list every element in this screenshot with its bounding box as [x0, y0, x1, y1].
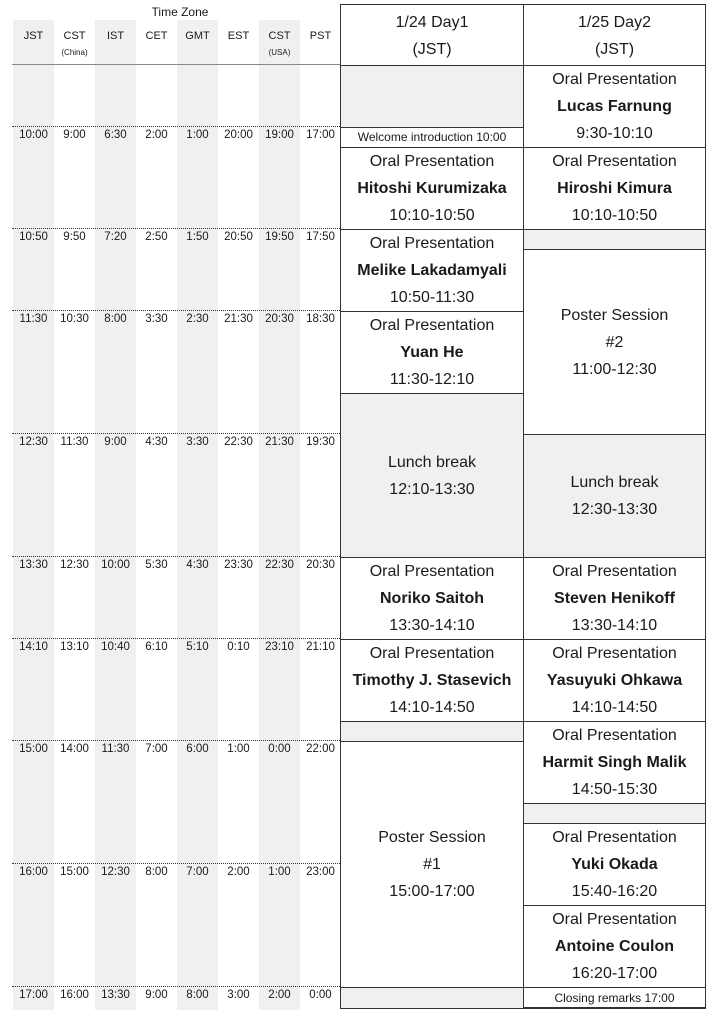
slot-divider: [12, 433, 340, 434]
session-time: 12:10-13:30: [389, 480, 475, 498]
speaker-name: Noriko Saitoh: [379, 590, 484, 607]
speaker-name: Antoine Coulon: [554, 938, 675, 955]
session-type: Oral Presentation: [369, 563, 495, 580]
session-type: Oral Presentation: [552, 153, 677, 170]
time-cell: 6:30: [104, 129, 127, 141]
zone-label: EST: [227, 30, 250, 42]
zone-column: [300, 20, 341, 1010]
time-cell: 19:00: [265, 129, 294, 141]
session-time: 11:00-12:30: [572, 360, 657, 378]
zone-label: JST: [23, 30, 44, 42]
time-cell: 2:50: [145, 231, 168, 243]
session-time: 15:00-17:00: [389, 883, 475, 900]
session-time: 15:40-16:20: [571, 883, 658, 900]
oral-presentation-block: [523, 823, 706, 906]
oral-presentation-block: [523, 65, 706, 148]
slot-divider: [12, 740, 340, 741]
time-cell: 7:00: [186, 866, 209, 878]
time-cell: 11:30: [60, 436, 89, 448]
slot-divider: [12, 986, 340, 987]
block-line: Closing remarks 17:00: [554, 990, 675, 1005]
empty-block: [523, 229, 706, 250]
empty-block: [340, 721, 524, 742]
zone-label: CST: [268, 30, 291, 42]
time-cell: 9:00: [104, 436, 127, 448]
time-cell: 21:30: [265, 436, 294, 448]
day-date: 1/25 Day2: [578, 14, 651, 31]
time-cell: 12:30: [101, 866, 130, 878]
time-cell: 8:00: [145, 866, 168, 878]
speaker-name: Harmit Singh Malik: [542, 754, 687, 771]
oral-presentation-block: [523, 147, 706, 230]
session-type: Oral Presentation: [552, 727, 677, 744]
time-cell: 23:00: [306, 866, 335, 878]
session-title: Lunch break: [570, 474, 659, 491]
time-cell: 6:10: [145, 641, 168, 653]
poster-session-block: [523, 249, 706, 435]
speaker-name: Timothy J. Stasevich: [352, 672, 512, 689]
empty-block: [340, 987, 524, 1009]
time-cell: 12:30: [19, 436, 48, 448]
slot-divider: [12, 863, 340, 864]
speaker-name: Steven Henikoff: [554, 590, 675, 607]
oral-presentation-block: [340, 639, 524, 722]
time-cell: 20:00: [224, 129, 253, 141]
zone-column: [54, 20, 95, 1010]
session-time: 14:10-14:50: [571, 699, 658, 716]
session-title: #2: [605, 333, 624, 351]
speaker-name: Melike Lakadamyali: [357, 262, 507, 279]
time-cell: 12:30: [60, 559, 89, 571]
announcement-block: [523, 987, 706, 1009]
time-cell: 3:30: [186, 436, 209, 448]
poster-session-block: [340, 741, 524, 988]
time-cell: 15:00: [19, 743, 48, 755]
slot-divider: [12, 638, 340, 639]
time-cell: 17:00: [19, 989, 48, 1001]
session-type: Oral Presentation: [552, 645, 677, 662]
time-cell: 11:30: [101, 743, 130, 755]
day-timezone: (JST): [594, 41, 635, 58]
day-timezone: (JST): [412, 41, 452, 58]
session-time: 14:10-14:50: [389, 699, 475, 716]
time-cell: 1:00: [227, 743, 250, 755]
session-time: 14:50-15:30: [571, 781, 658, 798]
time-cell: 10:50: [19, 231, 48, 243]
session-title: Poster Session: [378, 829, 486, 846]
slot-divider: [12, 310, 340, 311]
time-cell: 9:00: [63, 129, 86, 141]
oral-presentation-block: [340, 557, 524, 640]
time-cell: 23:10: [265, 641, 294, 653]
session-title: Poster Session: [560, 306, 669, 324]
time-cell: 9:00: [145, 989, 168, 1001]
session-time: 11:30-12:10: [389, 371, 475, 388]
header-divider: [12, 64, 340, 65]
session-time: 16:20-17:00: [571, 965, 658, 982]
time-cell: 4:30: [145, 436, 168, 448]
oral-presentation-block: [523, 905, 706, 988]
oral-presentation-block: [523, 639, 706, 722]
oral-presentation-block: [340, 229, 524, 312]
time-cell: 17:00: [306, 129, 335, 141]
oral-presentation-block: [523, 557, 706, 640]
lunch-break-block: [340, 393, 524, 558]
time-cell: 15:00: [60, 866, 89, 878]
time-cell: 7:00: [145, 743, 168, 755]
time-cell: 20:30: [265, 313, 294, 325]
time-cell: 10:00: [19, 129, 48, 141]
time-cell: 2:30: [186, 313, 209, 325]
speaker-name: Hitoshi Kurumizaka: [357, 180, 507, 197]
empty-block: [340, 65, 524, 128]
oral-presentation-block: [523, 721, 706, 804]
time-cell: 2:00: [227, 866, 250, 878]
time-cell: 8:00: [186, 989, 209, 1001]
time-cell: 3:00: [227, 989, 250, 1001]
time-cell: 22:30: [265, 559, 294, 571]
session-type: Oral Presentation: [552, 911, 677, 928]
time-cell: 21:10: [306, 641, 335, 653]
session-title: #1: [423, 856, 441, 873]
time-cell: 13:30: [101, 989, 130, 1001]
time-cell: 13:30: [19, 559, 48, 571]
time-cell: 4:30: [186, 559, 209, 571]
session-time: 10:10-10:50: [389, 207, 475, 224]
slot-divider: [12, 556, 340, 557]
time-cell: 16:00: [60, 989, 89, 1001]
time-cell: 13:10: [60, 641, 89, 653]
time-cell: 19:50: [265, 231, 294, 243]
slot-divider: [12, 228, 340, 229]
time-cell: 5:10: [186, 641, 209, 653]
time-cell: 11:30: [19, 313, 48, 325]
session-time: 9:30-10:10: [576, 125, 653, 142]
speaker-name: Yuan He: [400, 344, 464, 361]
zone-label: CST: [63, 30, 86, 42]
day-date: 1/24 Day1: [395, 14, 469, 31]
zone-sublabel: (China): [61, 48, 88, 57]
session-type: Oral Presentation: [552, 829, 677, 846]
oral-presentation-block: [340, 147, 524, 230]
time-cell: 2:00: [145, 129, 168, 141]
speaker-name: Lucas Farnung: [557, 98, 672, 115]
time-cell: 0:10: [227, 641, 250, 653]
timezone-title: Time Zone: [151, 5, 209, 19]
zone-column: [259, 20, 300, 1010]
time-cell: 0:00: [309, 989, 332, 1001]
time-cell: 17:50: [306, 231, 335, 243]
session-type: Oral Presentation: [369, 645, 495, 662]
time-cell: 10:40: [101, 641, 130, 653]
time-cell: 1:00: [186, 129, 209, 141]
time-cell: 19:30: [306, 436, 335, 448]
lunch-break-block: [523, 434, 706, 558]
time-cell: 1:00: [268, 866, 291, 878]
time-cell: 3:30: [145, 313, 168, 325]
block-line: Welcome introduction 10:00: [357, 130, 507, 144]
session-time: 13:30-14:10: [389, 617, 475, 634]
session-time: 10:50-11:30: [389, 289, 475, 306]
zone-label: GMT: [185, 30, 210, 42]
time-cell: 20:30: [306, 559, 335, 571]
time-cell: 7:20: [104, 231, 127, 243]
session-type: Oral Presentation: [369, 235, 495, 252]
session-type: Oral Presentation: [552, 563, 677, 580]
time-cell: 5:30: [145, 559, 168, 571]
session-title: Lunch break: [387, 453, 477, 471]
zone-column: [95, 20, 136, 1010]
time-cell: 1:50: [186, 231, 209, 243]
time-cell: 20:50: [224, 231, 253, 243]
time-cell: 23:30: [224, 559, 253, 571]
slot-divider: [12, 126, 340, 127]
time-cell: 16:00: [19, 866, 48, 878]
zone-column: [177, 20, 218, 1010]
oral-presentation-block: [340, 311, 524, 394]
zone-sublabel: (USA): [268, 48, 291, 57]
session-time: 12:30-13:30: [571, 501, 658, 518]
session-time: 13:30-14:10: [571, 617, 658, 634]
time-cell: 0:00: [268, 743, 291, 755]
session-time: 10:10-10:50: [571, 207, 658, 224]
time-cell: 18:30: [306, 313, 335, 325]
time-cell: 21:30: [224, 313, 253, 325]
speaker-name: Yasuyuki Ohkawa: [546, 672, 683, 689]
zone-column: [136, 20, 177, 1010]
speaker-name: Yuki Okada: [571, 856, 658, 873]
time-cell: 22:00: [306, 743, 335, 755]
empty-block: [523, 803, 706, 824]
zone-label: IST: [106, 30, 125, 42]
time-cell: 2:00: [268, 989, 291, 1001]
time-cell: 10:00: [101, 559, 130, 571]
session-type: Oral Presentation: [552, 71, 677, 88]
zone-label: PST: [309, 30, 332, 42]
zone-column: [218, 20, 259, 1010]
day-header: [523, 5, 706, 65]
time-cell: 6:00: [186, 743, 209, 755]
zone-column: [13, 20, 54, 1010]
session-type: Oral Presentation: [369, 317, 495, 334]
time-cell: 14:00: [60, 743, 89, 755]
time-cell: 22:30: [224, 436, 253, 448]
time-cell: 9:50: [63, 231, 86, 243]
time-cell: 14:10: [19, 641, 48, 653]
schedule-grid: [340, 4, 706, 1008]
announcement-block: [340, 127, 524, 148]
time-cell: 10:30: [60, 313, 89, 325]
timezone-table: [0, 0, 341, 1014]
session-type: Oral Presentation: [369, 153, 495, 170]
day-header: [341, 5, 524, 65]
time-cell: 8:00: [104, 313, 127, 325]
speaker-name: Hiroshi Kimura: [557, 180, 672, 197]
zone-label: CET: [145, 30, 168, 42]
